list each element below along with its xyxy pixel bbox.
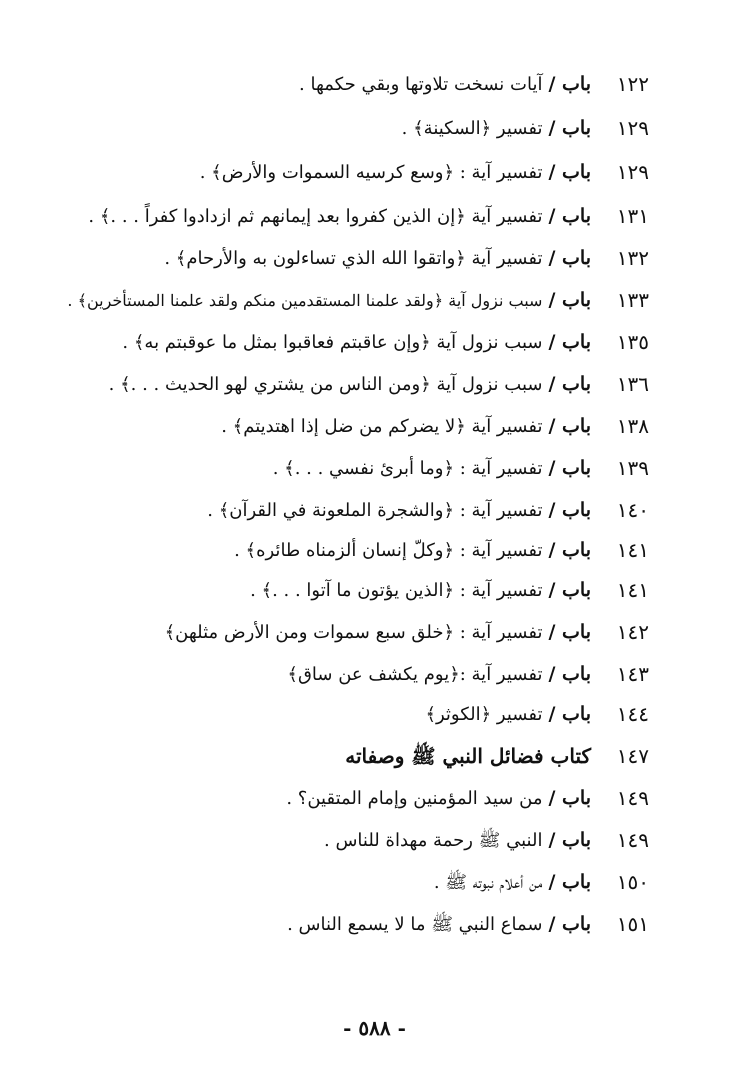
toc-entry-page: ١٤٩: [616, 786, 649, 810]
toc-entry-text: [299, 64, 591, 105]
toc-entry-text: [250, 570, 591, 611]
toc-entry-title: تفسير آية ﴿واتقوا الله الذي تساءلون به والأرحام﴾ .: [164, 248, 543, 269]
toc-entry-page: ١٢٩: [616, 116, 649, 140]
toc-entry-keyword: باب /: [548, 539, 591, 561]
toc-entry: [0, 364, 749, 404]
toc-entry-page: ١٥١: [616, 912, 649, 936]
toc-section-page: ١٤٧: [616, 744, 649, 768]
toc-entry-keyword: باب /: [548, 73, 591, 95]
toc-entry: [0, 490, 749, 530]
toc-entry-title: تفسير آية ﴿لا يضركم من ضل إذا اهتديتم﴾ .: [221, 416, 543, 437]
toc-entry: [0, 612, 749, 652]
toc-entry-page: ١٣٢: [616, 246, 649, 270]
toc-entry: [0, 406, 749, 446]
toc-section-heading: [0, 736, 749, 776]
toc-entry-title: من سيد المؤمنين وإمام المتقين؟ .: [286, 788, 543, 809]
toc-entry-page: ١٢٩: [616, 160, 649, 184]
toc-entry-text: [425, 694, 591, 735]
toc-entry-text: [287, 654, 591, 695]
page-number: - ٥٨٨ -: [343, 1016, 406, 1040]
toc-entry-title: تفسير آية : ﴿والشجرة الملعونة في القرآن﴾ .: [207, 500, 543, 521]
toc-entry-text: [200, 152, 591, 193]
toc-entry-page: ١٣٣: [616, 288, 649, 312]
toc-entry-page: ١٤١: [616, 538, 649, 562]
toc-entry-text: [221, 406, 591, 447]
toc-entry-text: [273, 448, 591, 489]
toc-entry-page: ١٣٨: [616, 414, 649, 438]
toc-entry-title: سبب نزول آية ﴿ولقد علمنا المستقدمين منكم ولقد علمنا المستأخرين﴾ .: [67, 291, 543, 310]
toc-entry-page: ١٤١: [616, 578, 649, 602]
toc-entry: [0, 448, 749, 488]
toc-entry-text: [207, 490, 591, 531]
toc-entry: [0, 570, 749, 610]
toc-entry-page: ١٥٠: [616, 870, 649, 894]
toc-entry-keyword: باب /: [548, 373, 591, 395]
toc-entry: [0, 238, 749, 278]
toc-entry-title: سماع النبي ﷺ ما لا يسمع الناس .: [287, 914, 543, 935]
toc-entry-keyword: باب /: [548, 871, 591, 893]
toc-entry-keyword: باب /: [548, 621, 591, 643]
toc-entry-page: ١٢٢: [616, 72, 649, 96]
toc-entry-title: تفسير آية : ﴿وما أبرئ نفسي . . .﴾ .: [272, 458, 543, 479]
toc-entry-page: ١٣٩: [616, 456, 649, 480]
toc-entry-keyword: باب /: [548, 499, 591, 521]
toc-entry-title: تفسير ﴿الكوثر﴾: [425, 704, 543, 725]
toc-entry-page: ١٣١: [616, 204, 649, 228]
toc-entry-title: تفسير ﴿السكينة﴾ .: [401, 118, 543, 139]
toc-entry: [0, 694, 749, 734]
toc-entry-keyword: باب /: [548, 415, 591, 437]
toc-entry: [0, 280, 749, 320]
toc-entry-keyword: باب /: [548, 663, 591, 685]
toc-entry: [0, 108, 749, 148]
toc-entry-page: ١٤٩: [616, 828, 649, 852]
toc-entry-text: [287, 904, 591, 945]
toc-entry-title: سبب نزول آية ﴿وإن عاقبتم فعاقبوا بمثل ما عوقبتم به﴾ .: [122, 332, 543, 353]
toc-entry-text: [109, 364, 591, 405]
toc-entry-text: [67, 280, 591, 321]
toc-entry-keyword: باب /: [548, 787, 591, 809]
toc-entry-title: تفسير آية : ﴿الذين يؤتون ما آتوا . . .﴾ .: [250, 580, 543, 601]
toc-entry: [0, 778, 749, 818]
toc-entry-text: [88, 196, 591, 237]
toc-entry-title: تفسير آية : ﴿وكلّ إنسان ألزمناه طائره﴾ .: [234, 540, 543, 561]
toc-entry-title: من أعلام نبوته ﷺ .: [433, 872, 543, 893]
toc-entry-page: ١٣٥: [616, 330, 649, 354]
toc-entry: [0, 654, 749, 694]
toc-entry-keyword: باب /: [548, 579, 591, 601]
toc-entry-text: [164, 238, 591, 279]
toc-entry: [0, 64, 749, 104]
toc-entry-text: [165, 612, 591, 653]
toc-entry-keyword: باب /: [548, 161, 591, 183]
toc-entry-title: تفسير آية ﴿إن الذين كفروا بعد إيمانهم ثم ازدادوا كفراً . . .﴾ .: [88, 206, 543, 227]
toc-entry: [0, 196, 749, 236]
toc-entry-keyword: باب /: [548, 247, 591, 269]
toc-entry: [0, 152, 749, 192]
toc-entry-keyword: باب /: [548, 289, 591, 311]
toc-entry-keyword: باب /: [548, 913, 591, 935]
toc-entry: [0, 322, 749, 362]
toc-entry-title: تفسير آية :﴿يوم يكشف عن ساق﴾: [287, 664, 543, 685]
toc-entry-keyword: باب /: [548, 117, 591, 139]
toc-entry-keyword: باب /: [548, 331, 591, 353]
toc-entry-keyword: باب /: [548, 457, 591, 479]
toc-entry-page: ١٤٢: [616, 620, 649, 644]
toc-entry: [0, 862, 749, 902]
toc-entry-page: ١٤٠: [616, 498, 649, 522]
toc-entry-text: [234, 530, 591, 571]
toc-entry-title: النبي ﷺ رحمة مهداة للناس .: [324, 830, 543, 851]
toc-entry-text: [122, 322, 591, 363]
toc-entry-keyword: باب /: [548, 703, 591, 725]
toc-entry-keyword: باب /: [548, 205, 591, 227]
toc-section-title: كتاب فضائل النبي ﷺ وصفاته: [345, 744, 591, 768]
toc-entry: [0, 820, 749, 860]
toc-entry-keyword: باب /: [548, 829, 591, 851]
toc-entry-text: [434, 862, 591, 903]
toc-entry-page: ١٣٦: [616, 372, 649, 396]
toc-entry: [0, 904, 749, 944]
toc-entry: [0, 530, 749, 570]
toc-entry-text: [286, 778, 591, 819]
toc-entry-title: تفسير آية : ﴿وسع كرسيه السموات والأرض﴾ .: [199, 162, 543, 183]
toc-entry-text: [402, 108, 591, 149]
toc-entry-page: ١٤٤: [616, 702, 649, 726]
toc-entry-page: ١٤٣: [616, 662, 649, 686]
toc-entry-title: تفسير آية : ﴿خلق سبع سموات ومن الأرض مثلهن﴾: [164, 622, 543, 643]
toc-entry-text: [324, 820, 591, 861]
toc-entry-title: آيات نسخت تلاوتها وبقي حكمها .: [299, 74, 543, 95]
toc-entry-title: سبب نزول آية ﴿ومن الناس من يشتري لهو الحديث . . .﴾ .: [108, 374, 543, 395]
